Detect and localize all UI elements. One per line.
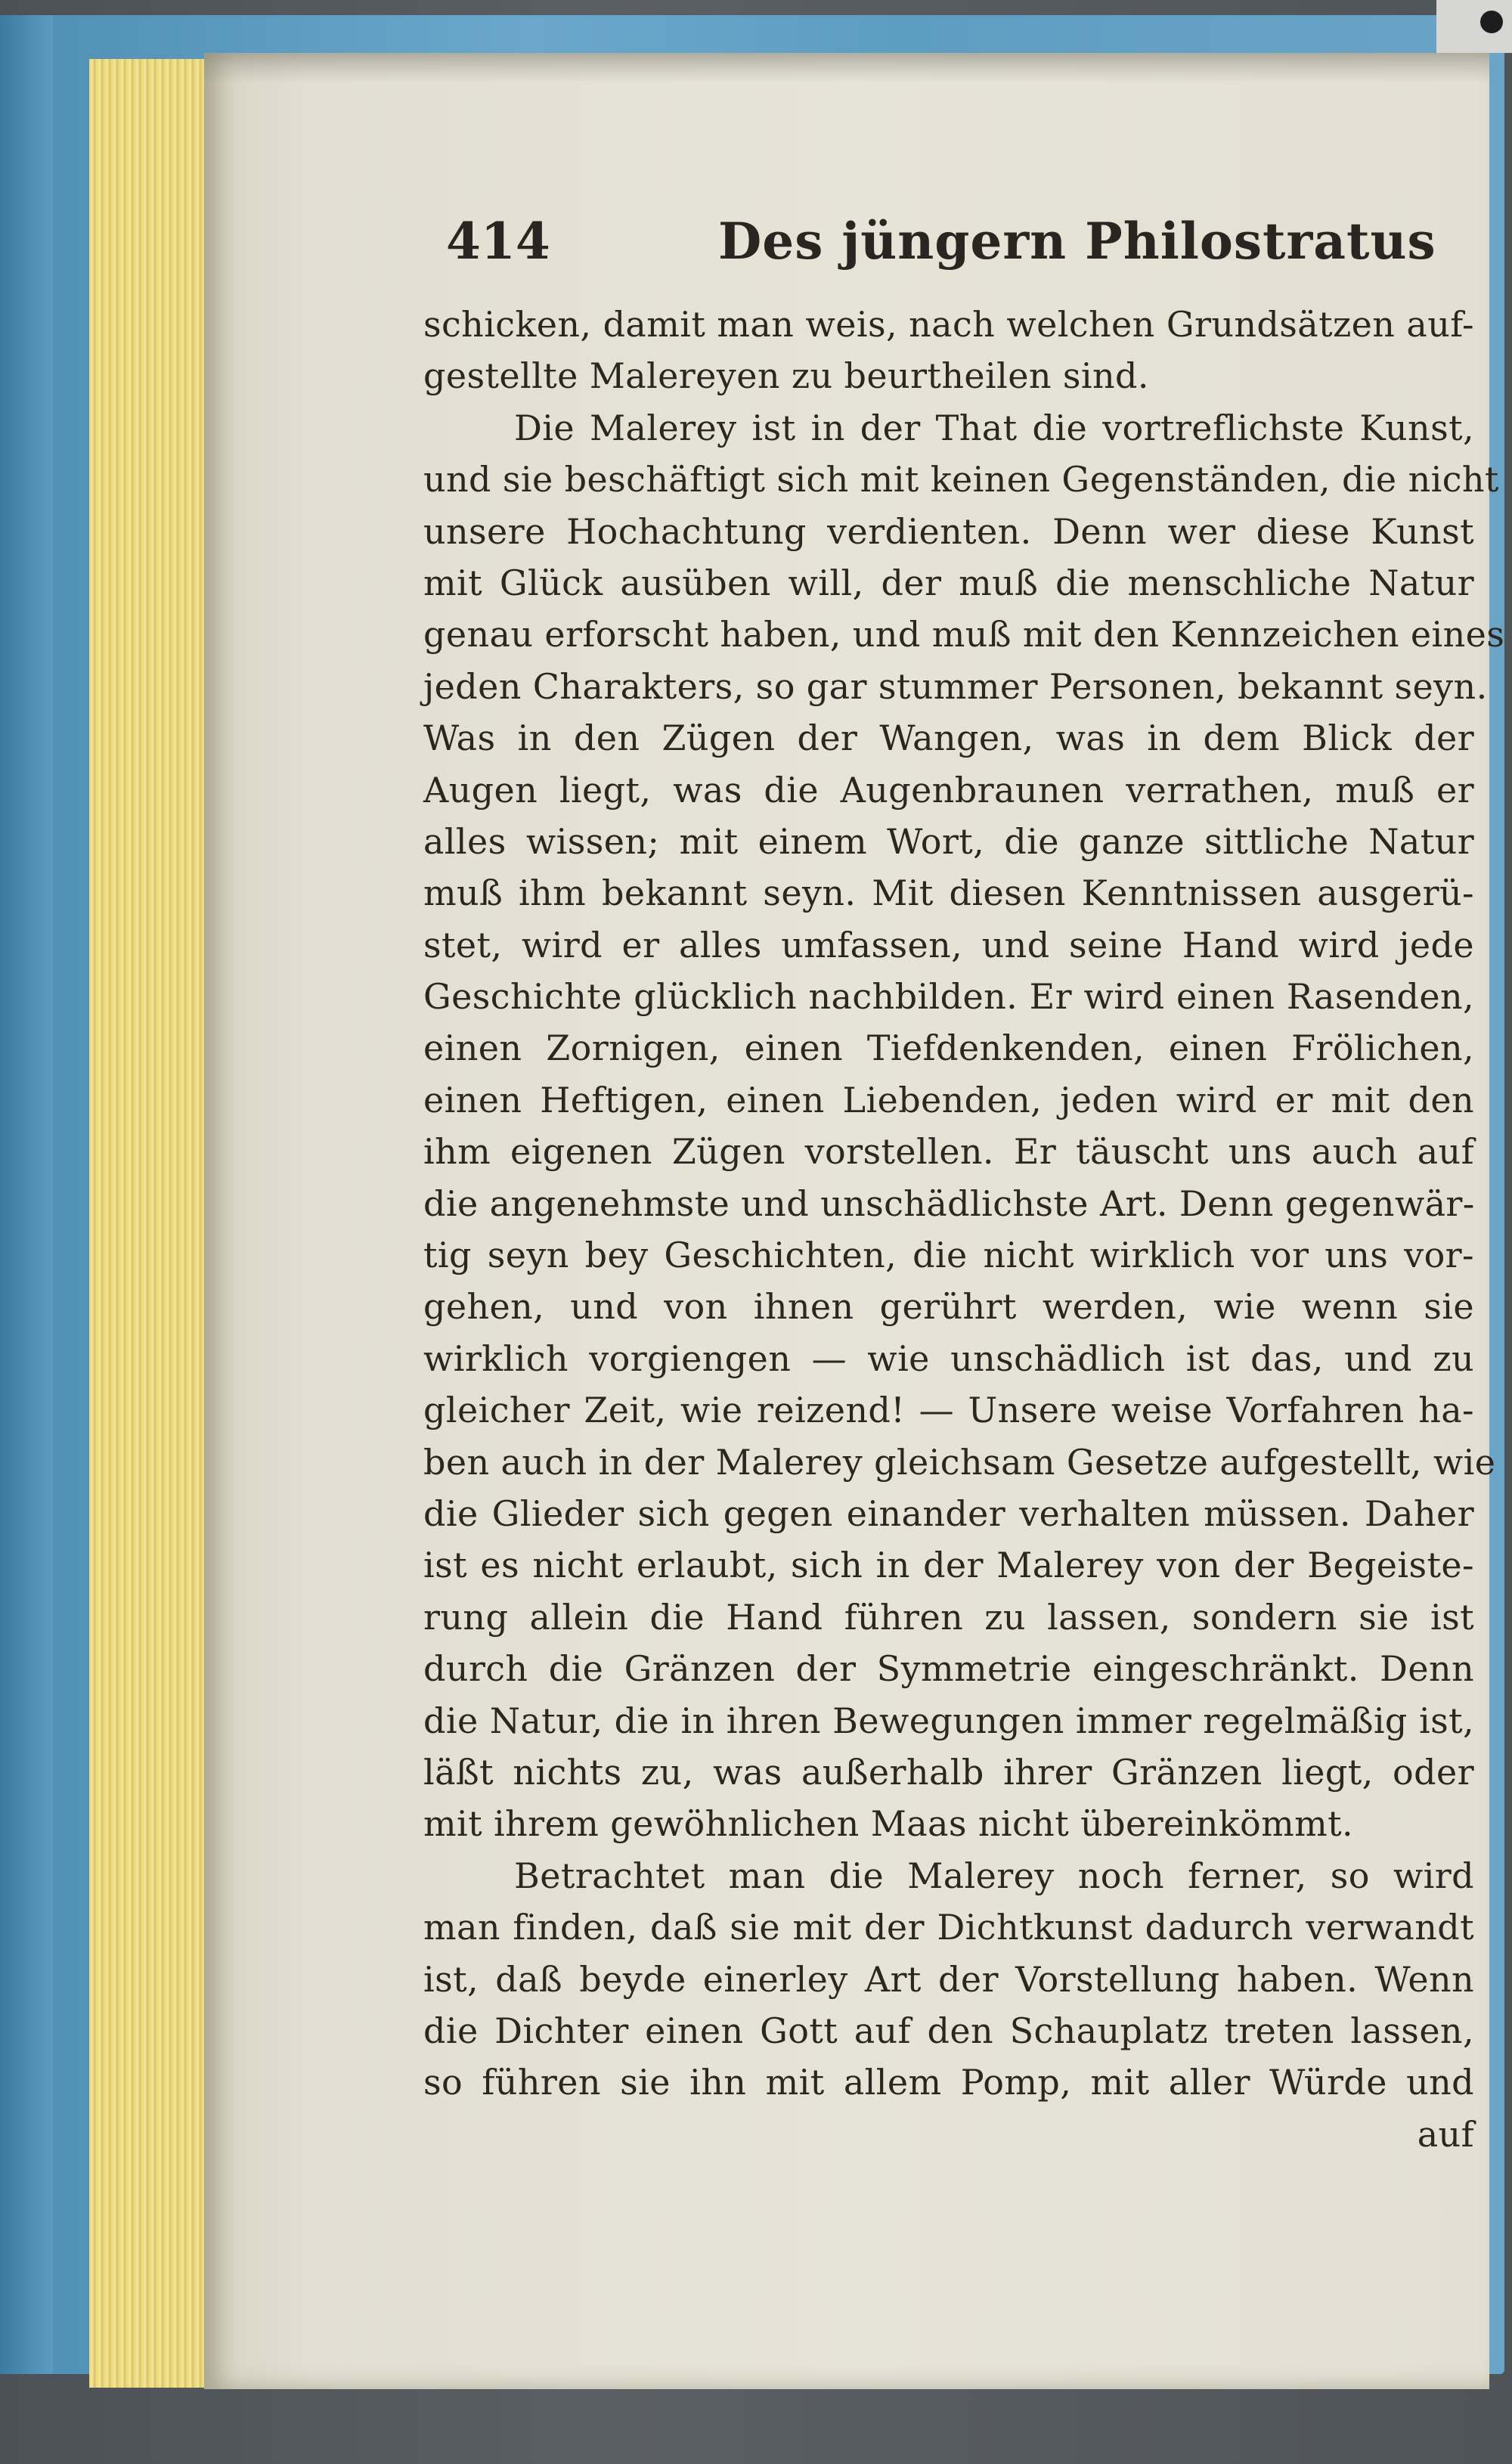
- text-line: die Glieder sich gegen einander verhalten müssen. Daher: [423, 1492, 1474, 1534]
- gilt-page-edges: [89, 59, 218, 2388]
- text-line: man finden, daß sie mit der Dichtkunst dadurch verwandt: [423, 1907, 1474, 1948]
- text-line: mit Glück ausüben will, der muß die menschliche Natur: [423, 562, 1474, 603]
- text-line: einen Heftigen, einen Liebenden, jeden wird er mit den: [423, 1079, 1474, 1120]
- text-line: Die Malerey ist in der That die vortreflichste Kunst,: [514, 407, 1474, 448]
- text-line: genau erforscht haben, und muß mit den Kennzeichen eines: [423, 614, 1505, 656]
- text-line: ihm eigenen Zügen vorstellen. Er täuscht uns auch auf: [423, 1131, 1474, 1173]
- text-line: ist es nicht erlaubt, sich in der Malerey von der Begeiste-: [423, 1545, 1474, 1586]
- text-line: einen Zornigen, einen Tiefdenkenden, einen Frölichen,: [423, 1027, 1474, 1069]
- text-line: wirklich vorgiengen — wie unschädlich ist das, und zu: [423, 1337, 1474, 1379]
- text-line: ben auch in der Malerey gleichsam Gesetze aufgestellt, wie: [423, 1441, 1496, 1483]
- text-line: alles wissen; mit einem Wort, die ganze sittliche Natur: [423, 820, 1474, 862]
- page-shadow: [204, 53, 1489, 83]
- text-line: muß ihm bekannt seyn. Mit diesen Kenntnissen ausgerü-: [423, 872, 1474, 914]
- text-line: schicken, damit man weis, nach welchen Grundsätzen auf-: [423, 304, 1474, 345]
- text-line: und sie beschäftigt sich mit keinen Gegenständen, die nicht: [423, 459, 1499, 501]
- text-line: gestellte Malereyen zu beurtheilen sind.: [423, 355, 1149, 397]
- text-line: Augen liegt, was die Augenbraunen verrathen, muß er: [423, 769, 1474, 810]
- text-line: stet, wird er alles umfassen, und seine Hand wird jede: [423, 924, 1474, 965]
- text-line: unsere Hochachtung verdienten. Denn wer diese Kunst: [423, 510, 1474, 552]
- text-line: mit ihrem gewöhnlichen Maas nicht übereinkömmt.: [423, 1803, 1354, 1845]
- text-line: durch die Gränzen der Symmetrie eingeschränkt. Denn: [423, 1648, 1474, 1690]
- text-line: gehen, und von ihnen gerührt werden, wie wenn sie: [423, 1286, 1474, 1328]
- text-line: die angenehmste und unschädlichste Art. Denn gegenwär-: [423, 1182, 1475, 1224]
- text-line: die Natur, die in ihren Bewegungen immer regelmäßig ist,: [423, 1700, 1474, 1741]
- corner-dot: [1480, 11, 1503, 33]
- running-title: Des jüngern Philostratus: [718, 212, 1436, 271]
- text-line: läßt nichts zu, was außerhalb ihrer Gränzen liegt, oder: [423, 1751, 1474, 1793]
- page-number: 414: [446, 212, 550, 271]
- text-line: jeden Charakters, so gar stummer Personen, bekannt seyn.: [423, 665, 1488, 707]
- text-line: rung allein die Hand führen zu lassen, sondern sie ist: [423, 1596, 1474, 1638]
- text-line: Geschichte glücklich nachbilden. Er wird einen Rasenden,: [423, 976, 1474, 1018]
- text-line: Betrachtet man die Malerey noch ferner, so wird: [514, 1855, 1474, 1896]
- text-line: so führen sie ihn mit allem Pomp, mit aller Würde und: [423, 2062, 1474, 2103]
- text-line: gleicher Zeit, wie reizend! — Unsere weise Vorfahren ha-: [423, 1390, 1474, 1431]
- text-line: die Dichter einen Gott auf den Schauplatz treten lassen,: [423, 2010, 1474, 2051]
- running-head: [446, 212, 1474, 280]
- body-text: [423, 299, 1505, 2160]
- text-line: ist, daß beyde einerley Art der Vorstellung haben. Wenn: [423, 1958, 1474, 2000]
- catchword: auf: [1417, 2113, 1474, 2155]
- text-line: Was in den Zügen der Wangen, was in dem Blick der: [423, 718, 1474, 759]
- book-cover-edge: [0, 15, 53, 2374]
- text-line: tig seyn bey Geschichten, die nicht wirklich vor uns vor-: [423, 1235, 1474, 1276]
